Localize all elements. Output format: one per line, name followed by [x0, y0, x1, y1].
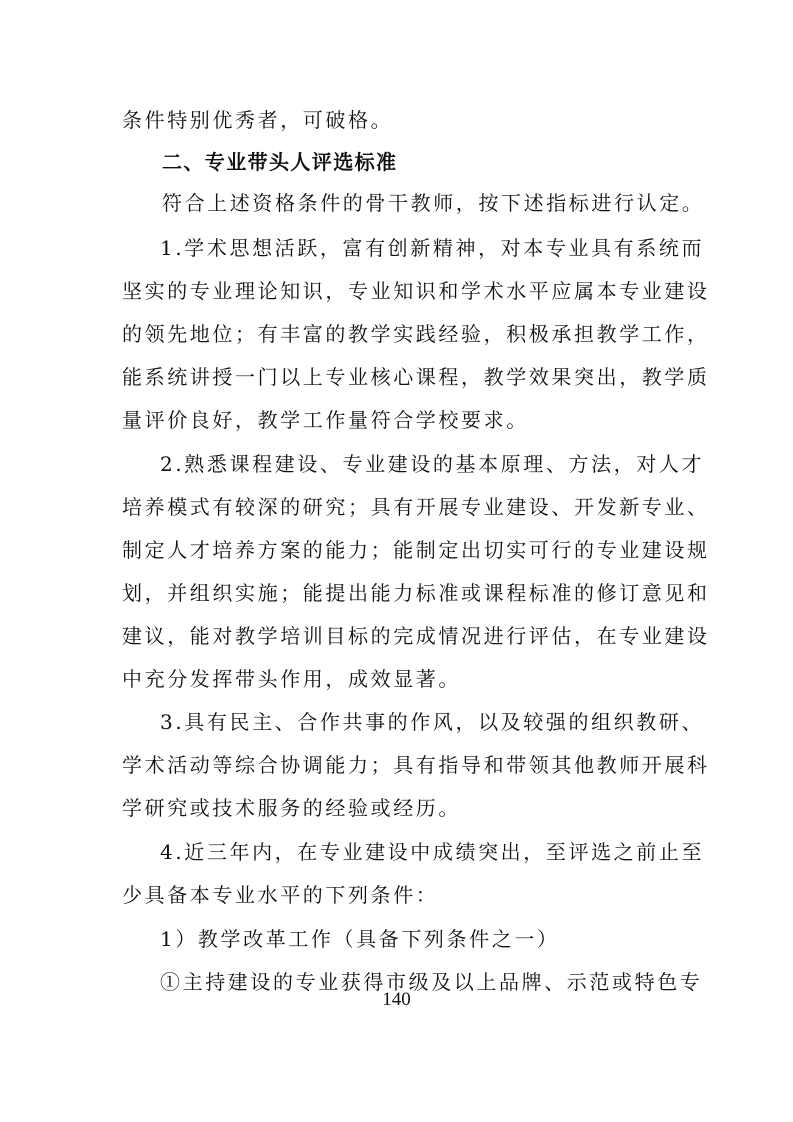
- paragraph-line: 坚实的专业理论知识，专业知识和学术水平应属本专业建设: [122, 279, 710, 303]
- paragraph-line: ①主持建设的专业获得市级及以上品牌、示范或特色专: [160, 970, 703, 994]
- paragraph-line: 的领先地位；有丰富的教学实践经验，积极承担教学工作，: [122, 322, 710, 346]
- paragraph-line: 能系统讲授一门以上专业核心课程，教学效果突出，教学质: [122, 364, 710, 389]
- section-heading: 二、专业带头人评选标准: [162, 150, 398, 175]
- paragraph-line: 条件特别优秀者，可破格。: [122, 108, 394, 132]
- paragraph-line: 制定人才培养方案的能力；能制定出切实可行的专业建设规: [122, 537, 710, 562]
- page-number: 140: [382, 989, 411, 1010]
- paragraph-line: 量评价良好，教学工作量符合学校要求。: [122, 407, 529, 432]
- paragraph-line: 符合上述资格条件的骨干教师，按下述指标进行认定。: [162, 191, 705, 216]
- paragraph-line: 少具备本专业水平的下列条件：: [122, 883, 439, 908]
- paragraph-line: 1）教学改革工作（具备下列条件之一）: [160, 927, 560, 951]
- paragraph-line: 培养模式有较深的研究；具有开展专业建设、开发新专业、: [122, 494, 710, 519]
- paragraph-line: 学研究或技术服务的经验或经历。: [122, 796, 461, 821]
- paragraph-line: 建议，能对教学培训目标的完成情况进行评估，在专业建设: [122, 623, 710, 648]
- paragraph-line: 中充分发挥带头作用，成效显著。: [122, 666, 461, 691]
- paragraph-line: 3.具有民主、合作共事的作风，以及较强的组织教研、: [160, 710, 705, 735]
- paragraph-line: 学术活动等综合协调能力；具有指导和带领其他教师开展科: [122, 753, 710, 778]
- paragraph-line: 划，并组织实施；能提出能力标准或课程标准的修订意见和: [122, 580, 710, 605]
- paragraph-line: 2.熟悉课程建设、专业建设的基本原理、方法，对人才: [160, 451, 705, 476]
- paragraph-line: 1.学术思想活跃，富有创新精神，对本专业具有系统而: [160, 236, 705, 260]
- paragraph-line: 4.近三年内，在专业建设中成绩突出，至评选之前止至: [160, 840, 705, 865]
